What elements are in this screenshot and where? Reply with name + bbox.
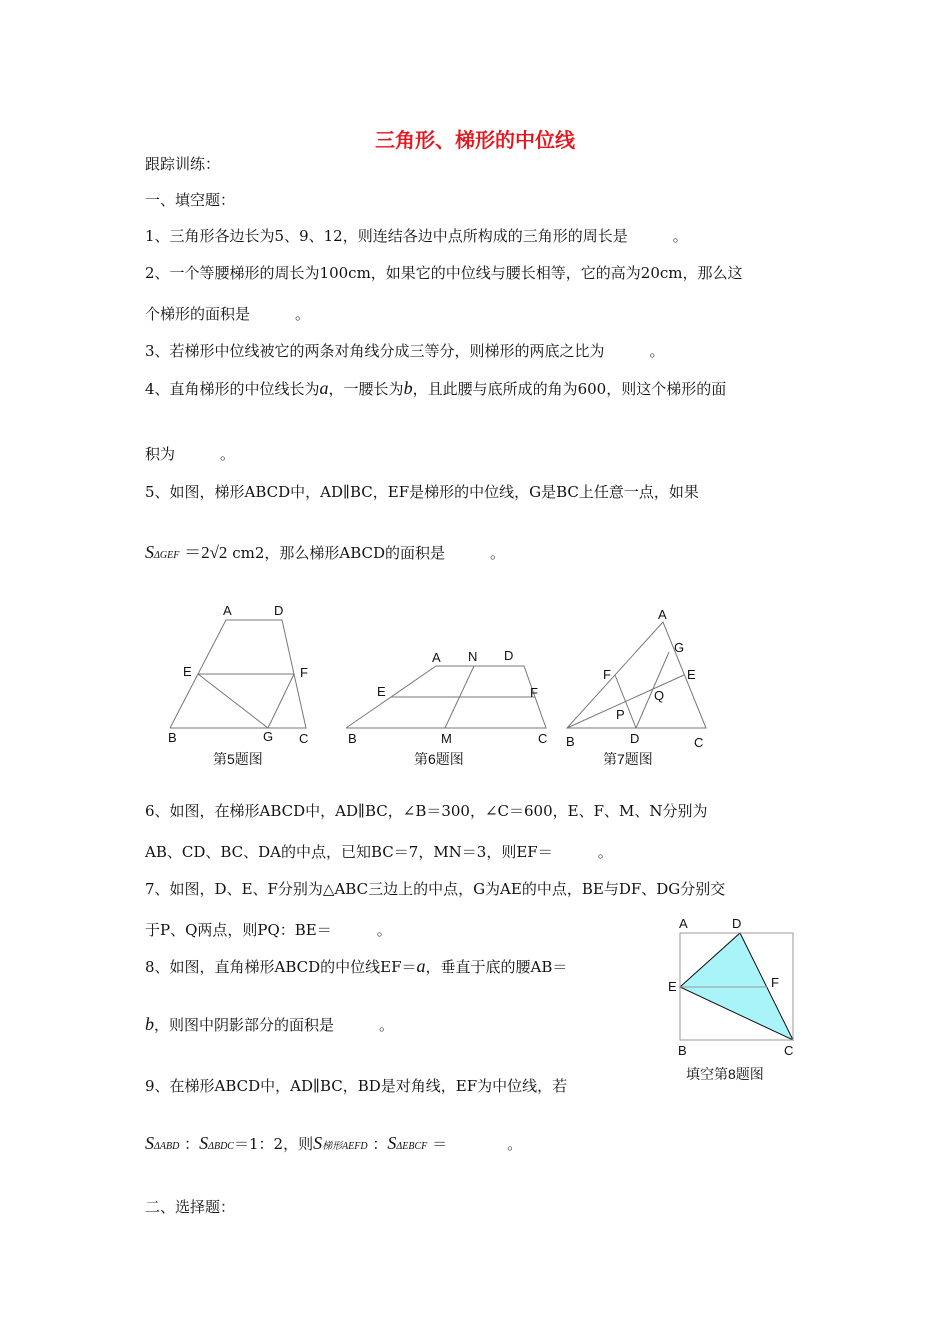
question-7-line1: 7、如图，D、E、F分别为△ABC三边上的中点，G为AE的中点，BE与DF、DG分别交 <box>145 880 726 898</box>
question-6-line1: 6、如图，在梯形ABCD中，AD∥BC，∠B＝300，∠C＝600，E、F、M、N分别为 <box>145 802 708 820</box>
question-5-line1: 5、如图，梯形ABCD中，AD∥BC，EF是梯形的中位线，G是BC上任意一点，如果 <box>145 483 699 501</box>
fig8-label-f: F <box>771 975 779 990</box>
fig6-label-e: E <box>377 684 386 699</box>
fig7-label-e: E <box>687 667 696 682</box>
q9-s1: S <box>145 1133 154 1153</box>
fig7-caption: 第7题图 <box>603 751 653 767</box>
fig7-label-c: C <box>694 735 704 750</box>
fig6-label-m: M <box>441 731 452 746</box>
fig5-label-f: F <box>300 665 308 680</box>
fig6-label-f: F <box>530 685 538 700</box>
fig7-label-p: P <box>616 707 625 722</box>
fig7-label-q: Q <box>654 688 665 703</box>
section-fill-in: 一、填空题： <box>145 191 236 209</box>
q8-text-2: ，垂直于底的腰AB＝ <box>425 958 568 976</box>
q9-colon1: ： <box>184 1135 200 1153</box>
fig5-label-b: B <box>168 730 177 745</box>
fig5-label-d: D <box>274 603 284 618</box>
fig8-caption: 填空第8题图 <box>686 1066 764 1082</box>
q8-var-a: a <box>416 956 426 976</box>
page-title: 三角形、梯形的中位线 <box>375 128 575 152</box>
question-2-line2: 个梯形的面积是 。 <box>145 305 311 323</box>
q9-s2: S <box>199 1133 209 1153</box>
fig7-label-g: G <box>674 640 685 655</box>
q9-sub4: ΔEBCF <box>396 1141 428 1152</box>
section-multiple-choice: 二、选择题： <box>145 1198 236 1216</box>
fig7-label-a: A <box>658 607 667 622</box>
q9-ratio: ＝1：2，则 <box>233 1135 314 1153</box>
fig7-label-d: D <box>630 731 640 746</box>
q4-var-b: b <box>403 378 413 398</box>
fig8-label-d: D <box>732 916 742 931</box>
fig6-label-b: B <box>348 731 357 746</box>
fig6-caption: 第6题图 <box>414 751 464 767</box>
question-2-line1: 2、一个等腰梯形的周长为100cm，如果它的中位线与腰长相等，它的高为20cm，那么这 <box>145 264 743 282</box>
fig5-label-a: A <box>223 603 232 618</box>
q4-text-3: ，且此腰与底所成的角为600，则这个梯形的面 <box>412 380 727 398</box>
question-7-line2: 于P、Q两点，则PQ：BE＝ 。 <box>145 921 392 939</box>
fig5-label-e: E <box>183 664 192 679</box>
q4-var-a: a <box>319 378 329 398</box>
fig7-label-b: B <box>566 734 575 749</box>
q4-text-2: ，一腰长为 <box>328 380 404 398</box>
fig5-segment-fg <box>268 674 294 728</box>
q9-colon2: ： <box>372 1135 388 1153</box>
fig8-label-b: B <box>678 1043 687 1058</box>
figure-8 <box>660 912 810 1088</box>
fig5-segment-eg <box>198 674 268 728</box>
figure-6 <box>340 645 555 775</box>
figure-5 <box>160 598 330 773</box>
fig5-label-c: C <box>299 731 309 746</box>
q9-s3: S <box>313 1133 323 1153</box>
q9-sub1: ΔABD <box>154 1141 180 1152</box>
q5-area-value: ＝2√2 <box>184 543 228 562</box>
question-8-line2 <box>145 1014 394 1035</box>
fig7-segment-be <box>567 675 684 728</box>
q8-text-3: ，则图中阴影部分的面积是 。 <box>154 1016 395 1034</box>
q9-sub2: ΔBDC <box>208 1141 234 1152</box>
fig7-triangle <box>567 622 706 728</box>
fig8-label-c: C <box>784 1043 794 1058</box>
question-3: 3、若梯形中位线被它的两条对角线分成三等分，则梯形的两底之比为 。 <box>145 342 665 360</box>
question-8-line1 <box>145 956 567 977</box>
fig6-label-a: A <box>432 650 441 665</box>
question-9-line1: 9、在梯形ABCD中，AD∥BC，BD是对角线，EF为中位线，若 <box>145 1077 568 1095</box>
figure-7 <box>560 602 720 774</box>
q5-area-subscript: ΔGEF <box>154 550 180 561</box>
fig8-label-e: E <box>668 979 677 994</box>
fig8-label-a: A <box>679 916 688 931</box>
q9-sub3: 梯形AEFD <box>322 1141 368 1152</box>
q4-text-1: 4、直角梯形的中位线长为 <box>145 380 320 398</box>
fig6-label-d: D <box>504 648 514 663</box>
q9-s4: S <box>387 1133 397 1153</box>
fig6-label-c: C <box>538 731 548 746</box>
q9-end: ＝ 。 <box>432 1135 523 1153</box>
question-4-line1 <box>145 378 726 399</box>
fig7-label-f: F <box>603 667 611 682</box>
question-5-line2 <box>145 538 505 563</box>
q8-var-b: b <box>145 1014 154 1034</box>
fig5-label-g: G <box>263 729 274 744</box>
q5-area-symbol: S <box>145 542 154 562</box>
question-6-line2: AB、CD、BC、DA的中点，已知BC＝7，MN＝3，则EF＝ 。 <box>145 843 613 861</box>
fig5-caption: 第5题图 <box>213 751 263 767</box>
question-4-line2: 积为 。 <box>145 445 236 463</box>
q8-text-1: 8、如图，直角梯形ABCD的中位线EF＝ <box>145 958 417 976</box>
q5-text-rest: cm2，那么梯形ABCD的面积是 。 <box>232 544 506 562</box>
question-1: 1、三角形各边长为5、9、12，则连结各边中点所构成的三角形的周长是 。 <box>145 227 688 245</box>
training-heading: 跟踪训练： <box>145 155 221 173</box>
fig6-label-n: N <box>468 649 478 664</box>
question-9-line2 <box>145 1133 522 1154</box>
